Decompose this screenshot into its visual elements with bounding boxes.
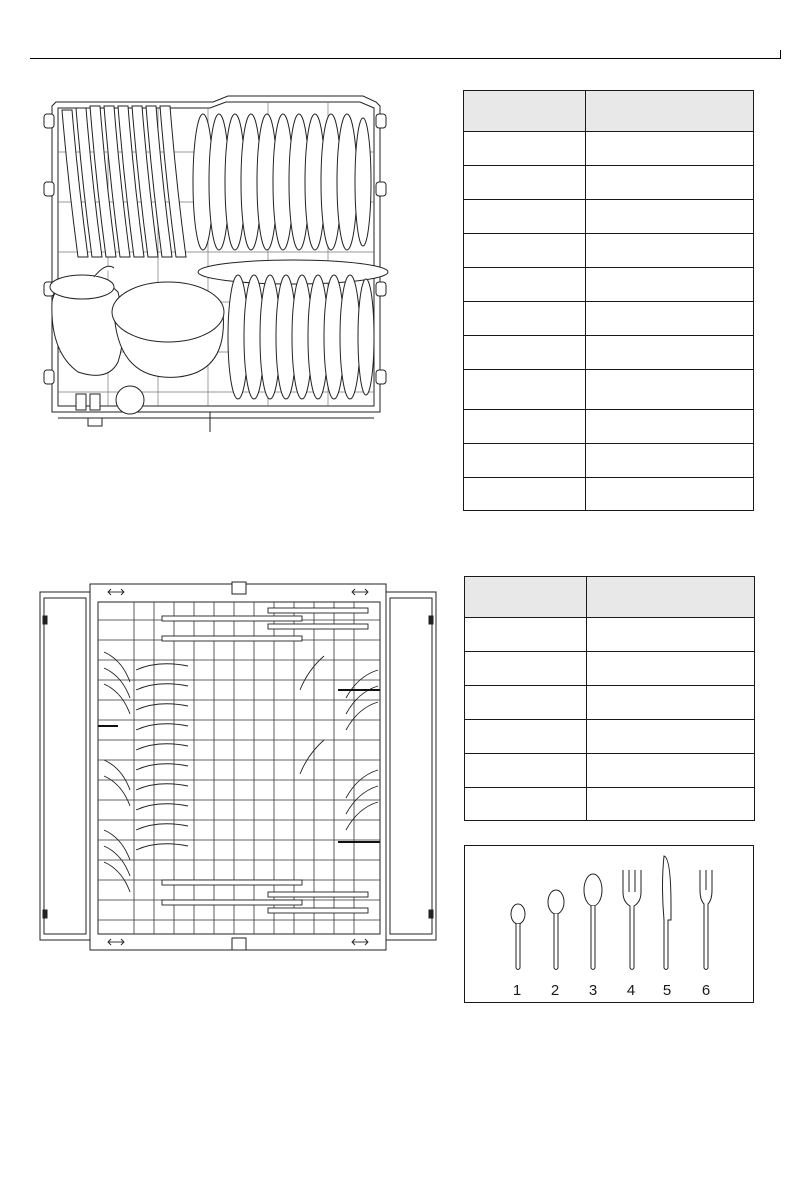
table-row xyxy=(465,788,755,821)
cutlery-tray-table xyxy=(464,576,755,821)
table-row xyxy=(465,686,755,720)
cutlery-number-2: 2 xyxy=(550,982,560,999)
table-row xyxy=(465,618,755,652)
upper-basket-table xyxy=(463,90,754,511)
cutlery-number-4: 4 xyxy=(626,982,636,999)
fork-icon xyxy=(623,870,641,970)
table-row xyxy=(464,478,754,511)
tablespoon-icon xyxy=(584,874,602,970)
table-row xyxy=(464,166,754,200)
table-row xyxy=(464,268,754,302)
table-header-row xyxy=(464,91,754,132)
teaspoon-icon xyxy=(511,904,525,970)
cutlery-tray-illustration xyxy=(38,580,438,955)
table-row xyxy=(465,652,755,686)
table-row xyxy=(465,720,755,754)
table-row xyxy=(464,200,754,234)
table-row xyxy=(464,132,754,166)
table-row xyxy=(464,410,754,444)
cutlery-number-3: 3 xyxy=(588,982,598,999)
table-row xyxy=(464,370,754,410)
dessert-spoon-icon xyxy=(548,890,564,970)
table-header-row xyxy=(465,577,755,618)
knife-icon xyxy=(663,856,672,970)
page-top-rule-tick xyxy=(780,50,781,59)
serving-fork-icon xyxy=(700,870,712,970)
cutlery-number-5: 5 xyxy=(662,982,672,999)
table-row xyxy=(464,302,754,336)
page-top-rule xyxy=(30,58,780,59)
cutlery-number-6: 6 xyxy=(701,982,711,999)
cutlery-number-1: 1 xyxy=(512,982,522,999)
lower-basket-illustration xyxy=(38,92,393,432)
table-row xyxy=(464,234,754,268)
table-row xyxy=(465,754,755,788)
table-row xyxy=(464,444,754,478)
table-row xyxy=(464,336,754,370)
cutlery-legend xyxy=(464,845,754,1003)
